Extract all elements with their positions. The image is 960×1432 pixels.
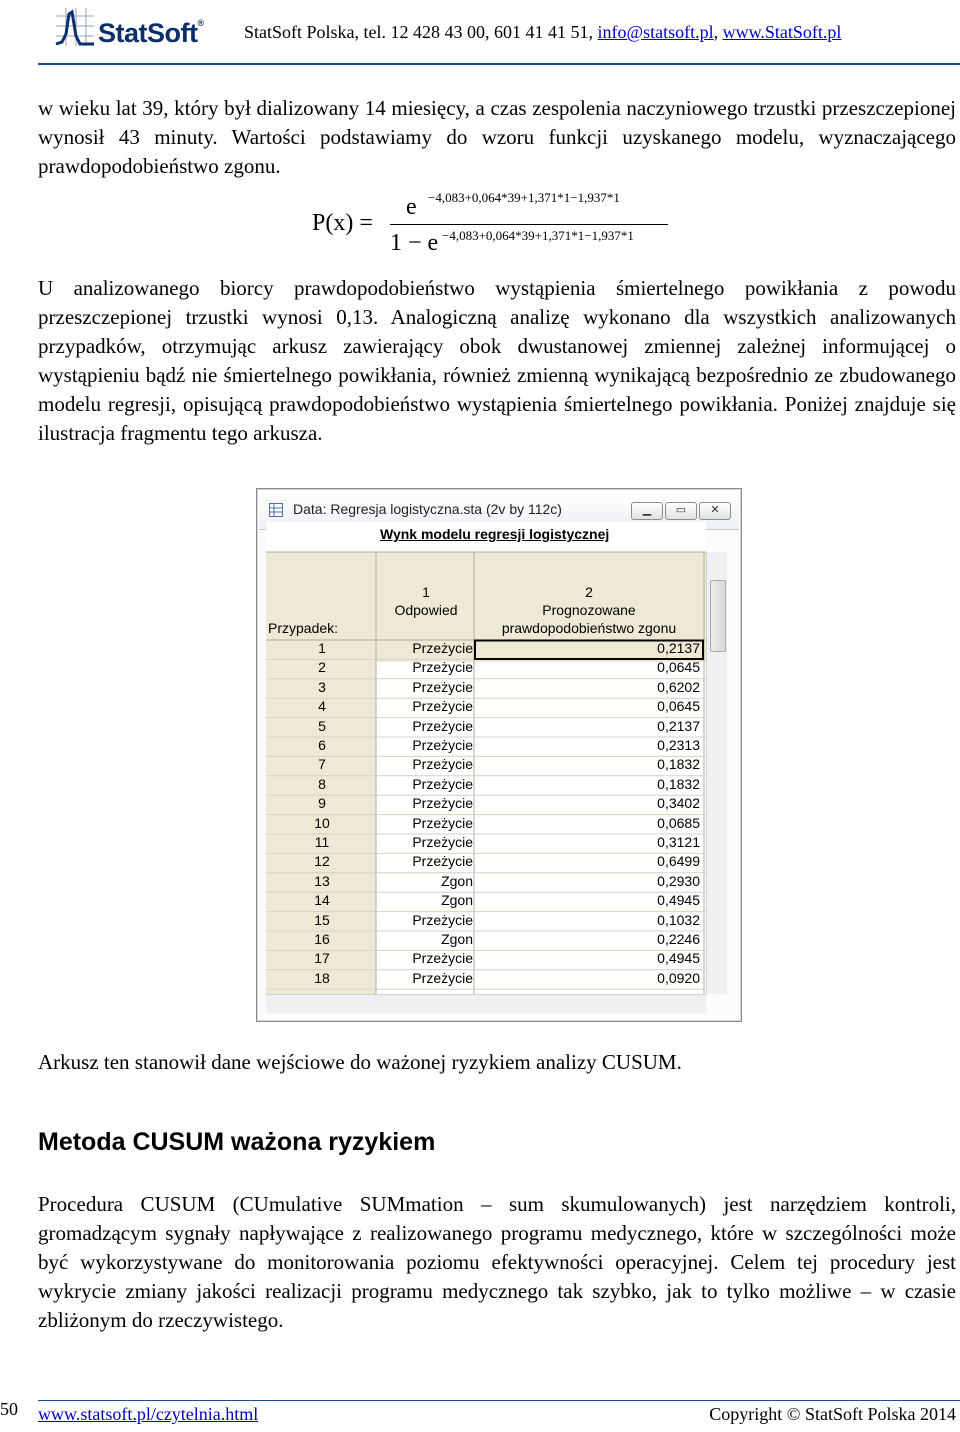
table-cell-probability[interactable]: 0,0920 xyxy=(657,969,700,986)
table-cell-probability[interactable]: 0,1832 xyxy=(657,775,700,792)
footer-copyright: Copyright © StatSoft Polska 2014 xyxy=(709,1404,956,1424)
paragraph-analysis: U analizowanego biorcy prawdopodobieństwo wystąpienia śmiertelnego powikłania z powodu przeszczepionej trzustki wynosi 0,13. Analogiczną analizę wykonano dla wszystkich analizowanych przypadków, otrzymując arkusz zawierający obok dwustanowej zmiennej zależnej informującej o wystąpieniu bądź nie śmiertelnego powikłania, również zmienną wynikającą bezpośrednio ze zbudowanego modelu regresji, opisującą prawdopodobieństwo wystąpienia śmiertelnego powikłania. Poniżej znajduje się ilustracja fragmentu tego arkusza. xyxy=(38,276,956,445)
table-cell-probability[interactable]: 0,0685 xyxy=(657,814,700,831)
row-number[interactable]: 9 xyxy=(318,795,326,812)
table-cell-probability[interactable]: 0,2313 xyxy=(657,737,700,753)
row-number[interactable]: 8 xyxy=(318,775,326,792)
footer-link[interactable]: www.statsoft.pl/czytelnia.html xyxy=(38,1404,259,1424)
sheet-title: Wynk modelu regresji logistycznej xyxy=(380,526,610,542)
scrollbar-thumb[interactable] xyxy=(710,580,726,652)
row-number[interactable]: 13 xyxy=(314,872,330,889)
table-cell-probability[interactable]: 0,2137 xyxy=(657,717,700,734)
table-cell-odpowied[interactable]: Przeżycie xyxy=(412,678,473,695)
header-contact xyxy=(244,22,841,43)
minimize-icon: ▁ xyxy=(642,504,652,516)
table-cell-odpowied[interactable]: Przeżycie xyxy=(412,698,473,715)
table-cell-odpowied[interactable]: Zgon xyxy=(441,872,473,889)
probability-formula xyxy=(310,186,690,256)
row-number[interactable]: 5 xyxy=(318,717,326,734)
section-heading: Metoda CUSUM ważona ryzykiem xyxy=(38,1128,436,1156)
header-contact-text: StatSoft Polska, tel. 12 428 43 00, 601 41 41 51, xyxy=(244,22,598,42)
header-website-link[interactable]: www.StatSoft.pl xyxy=(722,22,842,42)
row-number[interactable]: 1 xyxy=(318,640,326,656)
table-cell-odpowied[interactable]: Przeżycie xyxy=(412,814,473,831)
table-cell-odpowied[interactable]: Przeżycie xyxy=(412,737,473,753)
col2-name-line2[interactable]: prawdopodobieństwo zgonu xyxy=(501,620,677,636)
table-cell-probability[interactable]: 0,3121 xyxy=(657,834,700,850)
row-number[interactable]: 7 xyxy=(318,756,326,773)
table-cell-probability[interactable]: 0,3402 xyxy=(657,795,700,812)
close-button[interactable] xyxy=(699,502,731,520)
table-cell-probability[interactable]: 0,0645 xyxy=(657,698,700,715)
col2-name-line1[interactable]: Prognozowane xyxy=(542,602,636,618)
paragraph-cusum-input: Arkusz ten stanowił dane wejściowe do ważonej ryzykiem analizy CUSUM. xyxy=(38,1050,682,1074)
logo-graph-icon xyxy=(52,6,96,50)
table-cell-odpowied[interactable]: Przeżycie xyxy=(412,775,473,792)
table-cell-probability[interactable]: 0,2930 xyxy=(657,872,700,889)
table-cell-probability[interactable]: 0,1032 xyxy=(657,911,700,928)
corner-label: Przypadek: xyxy=(268,620,339,636)
col2-number[interactable]: 2 xyxy=(585,584,593,600)
table-cell-odpowied[interactable]: Przeżycie xyxy=(412,795,473,812)
table-cell-probability[interactable]: 0,2137 xyxy=(657,640,700,656)
table-cell-probability[interactable]: 0,1832 xyxy=(657,756,700,773)
footer-rule xyxy=(38,1400,960,1401)
header-separator: , xyxy=(713,22,723,42)
table-cell-odpowied[interactable]: Przeżycie xyxy=(412,969,473,986)
row-number[interactable]: 3 xyxy=(318,678,326,695)
table-cell-probability[interactable]: 0,2246 xyxy=(657,931,700,947)
col1-name[interactable]: Odpowied xyxy=(394,602,458,618)
table-cell-odpowied[interactable]: Przeżycie xyxy=(412,950,473,967)
table-cell-probability[interactable]: 0,0645 xyxy=(657,659,700,676)
table-cell-probability[interactable]: 0,6202 xyxy=(657,678,700,695)
horizontal-scrollbar[interactable] xyxy=(266,994,706,1013)
table-cell-probability[interactable]: 0,4945 xyxy=(657,892,700,909)
table-cell-probability[interactable]: 0,4945 xyxy=(657,950,700,967)
row-number[interactable]: 4 xyxy=(318,698,326,715)
row-number[interactable]: 6 xyxy=(318,737,326,753)
formula-lhs: P(x) = xyxy=(312,210,373,236)
spreadsheet-icon xyxy=(269,503,283,517)
table-cell-odpowied[interactable]: Przeżycie xyxy=(412,756,473,773)
table-cell-odpowied[interactable]: Przeżycie xyxy=(412,659,473,676)
formula-denominator: 1 − e xyxy=(390,230,439,256)
table-cell-odpowied[interactable]: Przeżycie xyxy=(412,911,473,928)
close-icon: ✕ xyxy=(710,504,720,516)
table-cell-odpowied[interactable]: Przeżycie xyxy=(412,834,473,850)
table-cell-odpowied[interactable]: Zgon xyxy=(441,931,473,947)
page-number: 50 xyxy=(0,1399,18,1419)
maximize-button[interactable] xyxy=(665,502,697,520)
formula-fraction-bar xyxy=(390,224,668,225)
table-cell-odpowied[interactable]: Zgon xyxy=(441,892,473,909)
header-email-link[interactable]: info@statsoft.pl xyxy=(597,22,714,42)
formula-denominator-exponent: −4,083+0,064*39+1,371*1−1,937*1 xyxy=(442,228,634,243)
table-cell-probability[interactable]: 0,6499 xyxy=(657,853,700,870)
table-cell-odpowied[interactable]: Przeżycie xyxy=(412,640,473,656)
maximize-icon: ▭ xyxy=(675,504,687,516)
header-rule xyxy=(38,63,960,65)
col1-number[interactable]: 1 xyxy=(422,584,430,600)
formula-numerator-exponent: −4,083+0,064*39+1,371*1−1,937*1 xyxy=(428,190,620,205)
logo-brand-text: StatSoft® xyxy=(98,18,204,48)
minimize-button[interactable] xyxy=(631,502,663,520)
row-number[interactable]: 15 xyxy=(314,911,330,928)
formula-numerator-base: e xyxy=(406,194,417,220)
statsoft-logo xyxy=(52,6,228,50)
row-number[interactable]: 11 xyxy=(314,834,330,850)
row-number[interactable]: 16 xyxy=(314,931,330,947)
row-number[interactable]: 12 xyxy=(314,853,330,870)
paragraph-cusum-description: Procedura CUSUM (CUmulative SUMmation – sum skumulowanych) jest narzędziem kontroli, gromadzącym sygnały napływające z realizowanego programu medycznego, które w szczególności może być wykorzystywane do monitorowania poziomu efektywności operacyjnej. Celem tej procedury jest wykrycie zmiany jakości realizacji programu medycznego tak szybko, jak to tylko możliwe – w czasie zbliżonym do rzeczywistego. xyxy=(38,1192,956,1332)
table-cell-odpowied[interactable]: Przeżycie xyxy=(412,853,473,870)
paragraph-intro: w wieku lat 39, który był dializowany 14 miesięcy, a czas zespolenia naczyniowego trzustki przeszczepionej wynosił 43 minuty. Wartości podstawiamy do wzoru funkcji uzyskanego modelu, wyznaczającego prawdopodobieństwo zgonu. xyxy=(38,96,956,178)
row-number[interactable]: 14 xyxy=(314,892,330,909)
table-cell-odpowied[interactable]: Przeżycie xyxy=(412,717,473,734)
row-number[interactable]: 2 xyxy=(318,659,326,676)
row-number[interactable]: 10 xyxy=(314,814,330,831)
window-title: Data: Regresja logistyczna.sta (2v by 112c) xyxy=(293,501,562,517)
row-number[interactable]: 17 xyxy=(314,950,330,967)
row-number[interactable]: 18 xyxy=(314,969,330,986)
vertical-scrollbar[interactable] xyxy=(706,552,727,994)
